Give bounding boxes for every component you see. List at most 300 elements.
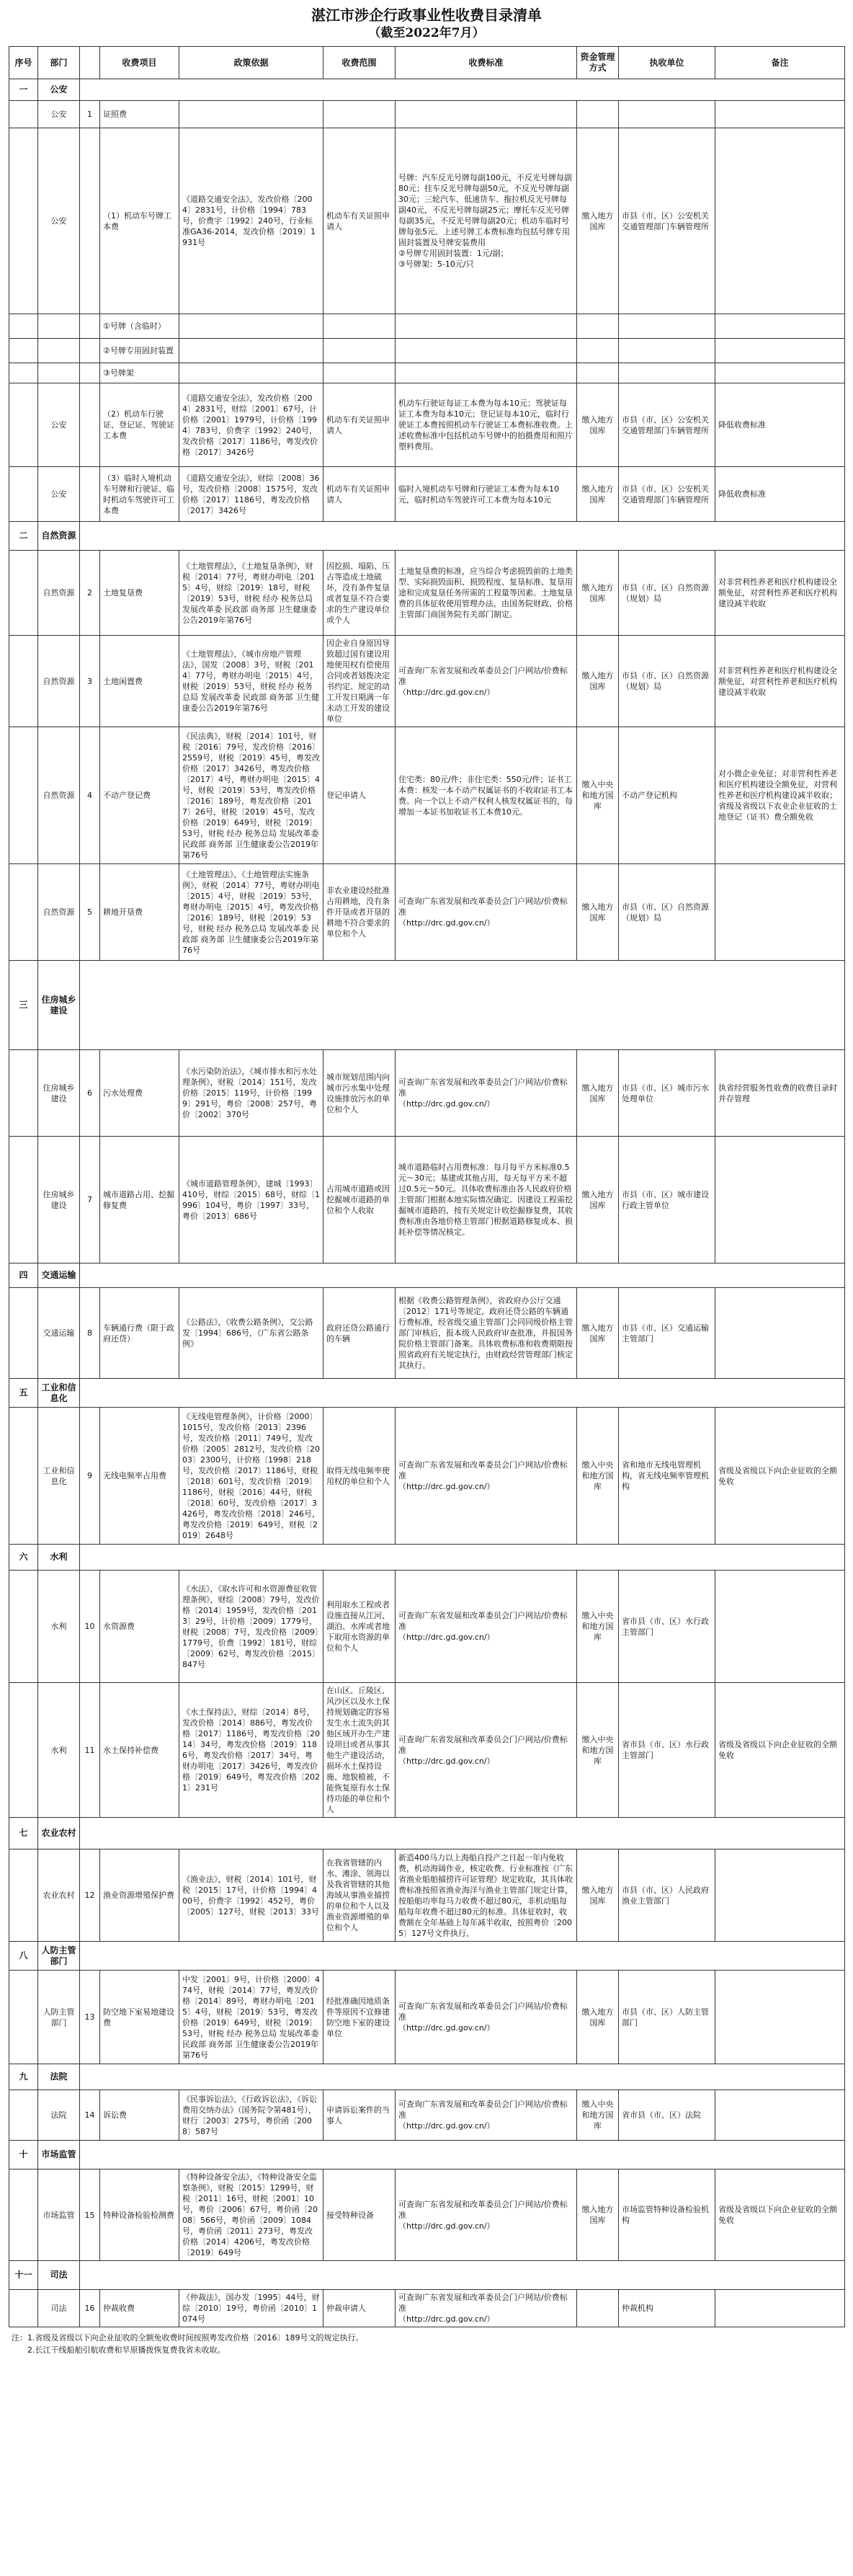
row-collecting-unit: 市县（市、区）公安机关交通管理部门车辆管理所	[619, 383, 715, 467]
row-policy-basis	[179, 314, 323, 339]
row-department	[38, 314, 80, 339]
row-fee-item: 土地复垦费	[100, 551, 179, 636]
category-number: 九	[9, 2064, 38, 2090]
table-row	[9, 2090, 845, 2141]
header-num	[80, 47, 100, 79]
row-fee-item: ①号牌（含临时）	[100, 314, 179, 339]
row-department: 公安	[38, 128, 80, 314]
row-remark	[715, 1571, 845, 1683]
row-serial	[9, 101, 38, 128]
row-department	[38, 339, 80, 363]
category-number: 四	[9, 1263, 38, 1288]
row-department: 公安	[38, 383, 80, 467]
row-remark	[715, 864, 845, 961]
table-row	[9, 551, 845, 636]
row-item-number	[80, 363, 100, 383]
row-item-number: 4	[80, 727, 100, 864]
row-serial	[9, 1288, 38, 1379]
row-fund-management	[577, 363, 619, 383]
row-serial	[9, 727, 38, 864]
row-standard: 新造400马力以上海船自投产之日起一年内免收费，机动海阔作业，核定收费。行业标准按《广东省渔业船舶捕捞许可证管理》规定收取，其具体收费标准按照省渔业海洋与渔业主管部门规定计算，按船舶功率每马力收费不超过80元，非机动船每船每年收费不超过80元的标准。具体征收时，收费额在全年基础上每年减半收取，按照粤价〔2005〕127号文件执行。	[396, 1849, 577, 1942]
row-department: 住房城乡建设	[38, 1050, 80, 1137]
row-fee-item: 诉讼费	[100, 2090, 179, 2141]
row-item-number: 3	[80, 636, 100, 727]
row-remark: 省级及省级以下向企业征收的全额免收	[715, 2169, 845, 2261]
row-serial	[9, 1571, 38, 1683]
row-fund-management: 缴入地方国库	[577, 467, 619, 522]
row-fund-management: 缴入地方国库	[577, 128, 619, 314]
row-fee-item: 特种设备检验检测费	[100, 2169, 179, 2261]
row-remark	[715, 1971, 845, 2064]
row-policy-basis: 《水法》，《取水许可和水资源费征收管理条例》，财综〔2008〕79号，发改价格〔2014〕1959号，发改价格〔2013〕29号，计价格〔2009〕1779号，财税〔2008〕7号，发改价格〔2009〕1779号，价费〔1992〕181号，财综〔2009〕62号，粤发改价格〔2015〕847号	[179, 1571, 323, 1683]
category-row	[9, 522, 845, 551]
category-row	[9, 1818, 845, 1849]
row-policy-basis: 《土地管理法》，《土地复垦条例》，财税〔2014〕77号，粤财办明电〔2015〕4号，财综〔2019〕18号，财税〔2019〕53号，财税 经办 税务总局 发展改革委 民政部 商务部 卫生健康委公告2019年第76号	[179, 551, 323, 636]
table-body	[9, 79, 845, 2327]
row-item-number: 15	[80, 2169, 100, 2261]
row-item-number: 14	[80, 2090, 100, 2141]
header-scope: 收费范围	[323, 47, 396, 79]
row-policy-basis: 《特种设备安全法》，《特种设备安全监察条例》，财税〔2015〕1299号，财税〔2011〕16号，财税〔2001〕10号，粤价〔2006〕67号，粤价函〔2008〕566号，粤价函〔2009〕1084号，粤价函〔2011〕273号，粤发改价格〔2014〕4206号，粤发改价格〔2019〕649号	[179, 2169, 323, 2261]
row-remark	[715, 314, 845, 339]
table-row	[9, 1137, 845, 1263]
row-collecting-unit	[619, 314, 715, 339]
table-row	[9, 1971, 845, 2064]
row-collecting-unit: 省市县（市、区）水行政主管部门	[619, 1571, 715, 1683]
category-department: 水利	[38, 1545, 80, 1571]
row-remark	[715, 128, 845, 314]
row-department: 交通运输	[38, 1288, 80, 1379]
row-department: 农业农村	[38, 1849, 80, 1942]
row-fund-management: 缴入地方国库	[577, 383, 619, 467]
row-fee-item: 证照费	[100, 101, 179, 128]
row-policy-basis	[179, 363, 323, 383]
note-1: 注：1.省级及省级以下向企业征收的全额免收费时间按照粤发改价格〔2016〕189号文的规定执行。	[12, 2333, 364, 2342]
row-collecting-unit: 仲裁机构	[619, 2290, 715, 2327]
category-number: 七	[9, 1818, 38, 1849]
row-item-number: 6	[80, 1050, 100, 1137]
category-row	[9, 79, 845, 101]
row-standard: 可查询广东省发展和改革委员会门户网站/价费标准 （http://drc.gd.gov.cn/）	[396, 1683, 577, 1818]
category-department: 市场监管	[38, 2141, 80, 2169]
row-fund-management: 缴入中央和地方国库	[577, 1571, 619, 1683]
table-row	[9, 1408, 845, 1545]
row-fee-item: 无线电频率占用费	[100, 1408, 179, 1545]
row-standard: 可查询广东省发展和改革委员会门户网站/价费标准 （http://drc.gd.gov.cn/）	[396, 2090, 577, 2141]
row-department: 市场监管	[38, 2169, 80, 2261]
row-remark: 降低收费标准	[715, 467, 845, 522]
row-policy-basis: 《民事诉讼法》，《行政诉讼法》，《诉讼费用交纳办法》（国务院令第481号），财行〔2003〕275号，粤价函〔2008〕587号	[179, 2090, 323, 2141]
table-row	[9, 864, 845, 961]
table-row	[9, 1571, 845, 1683]
row-serial	[9, 363, 38, 383]
category-row	[9, 2261, 845, 2290]
row-collecting-unit: 市县（市、区）人民政府渔业主管部门	[619, 1849, 715, 1942]
table-row	[9, 101, 845, 128]
row-remark	[715, 2090, 845, 2141]
row-standard: 可查询广东省发展和改革委员会门户网站/价费标准 （http://drc.gd.gov.cn/）	[396, 1571, 577, 1683]
row-fund-management: 缴入中央和地方国库	[577, 2090, 619, 2141]
row-collecting-unit: 市场监管特种设备检验机构	[619, 2169, 715, 2261]
table-row	[9, 363, 845, 383]
row-fund-management: 缴入地方国库	[577, 1050, 619, 1137]
row-collecting-unit	[619, 101, 715, 128]
row-standard: 可查询广东省发展和改革委员会门户网站/价费标准 （http://drc.gd.gov.cn/）	[396, 1050, 577, 1137]
row-collecting-unit	[619, 339, 715, 363]
category-row	[9, 1379, 845, 1408]
row-standard: 可查询广东省发展和改革委员会门户网站/价费标准 （http://drc.gd.gov.cn/）	[396, 1971, 577, 2064]
table-row	[9, 2169, 845, 2261]
row-scope: 机动车有关证照申请人	[323, 383, 396, 467]
table-row	[9, 383, 845, 467]
row-scope: 取得无线电频率使用权的单位和个人	[323, 1408, 396, 1545]
table-row	[9, 727, 845, 864]
category-number: 八	[9, 1942, 38, 1971]
row-serial	[9, 128, 38, 314]
row-serial	[9, 2290, 38, 2327]
row-fund-management: 缴入地方国库	[577, 1971, 619, 2064]
row-scope: 接受特种设备	[323, 2169, 396, 2261]
row-remark: 对非营利性养老和医疗机构建设全额免征，对营利性养老和医疗机构建设减半收取	[715, 551, 845, 636]
row-standard	[396, 339, 577, 363]
row-item-number: 1	[80, 101, 100, 128]
table-header-row	[9, 47, 845, 79]
category-number: 十一	[9, 2261, 38, 2290]
category-spacer	[80, 522, 845, 551]
row-serial	[9, 1849, 38, 1942]
row-department: 水利	[38, 1571, 80, 1683]
row-scope	[323, 339, 396, 363]
row-fee-item: ③号牌架	[100, 363, 179, 383]
row-department: 公安	[38, 101, 80, 128]
category-row	[9, 2141, 845, 2169]
category-department: 工业和信息化	[38, 1379, 80, 1408]
row-collecting-unit	[619, 363, 715, 383]
row-department: 法院	[38, 2090, 80, 2141]
row-policy-basis: 《土地管理法》，《城市房地产管理法》，国发〔2008〕3号，财税〔2014〕77号，粤财办明电〔2015〕4号，财税〔2019〕53号，财税 经办 税务总局 发展改革委 民政部 商务部 卫生健康委公告2019年第76号	[179, 636, 323, 727]
table-row	[9, 1849, 845, 1942]
row-scope	[323, 101, 396, 128]
row-standard: 可查询广东省发展和改革委员会门户网站/价费标准 （http://drc.gd.gov.cn/）	[396, 636, 577, 727]
header-unit: 执收单位	[619, 47, 715, 79]
header-standard: 收费标准	[396, 47, 577, 79]
category-spacer	[80, 1818, 845, 1849]
row-fund-management	[577, 2290, 619, 2327]
header-remark: 备注	[715, 47, 845, 79]
row-scope: 政府还贷公路通行的车辆	[323, 1288, 396, 1379]
table-row	[9, 128, 845, 314]
row-remark	[715, 1288, 845, 1379]
row-fee-item: （1）机动车号牌工本费	[100, 128, 179, 314]
document-subtitle: （截至2022年7月）	[368, 26, 485, 40]
table-row	[9, 1288, 845, 1379]
row-scope: 城市规划范围内向城市污水集中处理设施排放污水的单位和个人	[323, 1050, 396, 1137]
row-item-number: 9	[80, 1408, 100, 1545]
category-department: 法院	[38, 2064, 80, 2090]
row-fee-item: ②号牌专用固封装置	[100, 339, 179, 363]
row-standard: 机动车行驶证每证工本费为每本10元；驾驶证每证工本费为每本10元；登记证每本10元，临时行驶证工本费按照机动车行驶证工本费标准收费。上述收费标准中包括机动车号牌中的拍摄费用和照片塑料费用。	[396, 383, 577, 467]
row-department: 司法	[38, 2290, 80, 2327]
row-serial	[9, 339, 38, 363]
row-scope: 登记申请人	[323, 727, 396, 864]
row-policy-basis: 《城市道路管理条例》，建城〔1993〕410号，财综〔2015〕68号，财综〔1996〕104号，粤价〔1997〕33号，粤价〔2013〕686号	[179, 1137, 323, 1263]
row-remark	[715, 101, 845, 128]
notes	[9, 2332, 844, 2356]
row-fund-management: 缴入地方国库	[577, 2169, 619, 2261]
category-department: 司法	[38, 2261, 80, 2290]
row-standard	[396, 363, 577, 383]
row-remark: 对非营利性养老和医疗机构建设全额免征，对营利性养老和医疗机构建设减半收取	[715, 636, 845, 727]
row-department: 自然资源	[38, 551, 80, 636]
category-spacer	[80, 79, 845, 101]
row-standard: 可查询广东省发展和改革委员会门户网站/价费标准 （http://drc.gd.gov.cn/）	[396, 2290, 577, 2327]
row-item-number	[80, 467, 100, 522]
row-collecting-unit: 市县（市、区）自然资源（规划）局	[619, 864, 715, 961]
row-collecting-unit: 市县（市、区）自然资源（规划）局	[619, 636, 715, 727]
row-remark	[715, 2290, 845, 2327]
row-standard: 可查询广东省发展和改革委员会门户网站/价费标准 （http://drc.gd.gov.cn/）	[396, 1408, 577, 1545]
row-item-number: 12	[80, 1849, 100, 1942]
row-fund-management	[577, 314, 619, 339]
category-spacer	[80, 1379, 845, 1408]
header-fund: 资金管理方式	[577, 47, 619, 79]
row-collecting-unit: 省市县（市、区）法院	[619, 2090, 715, 2141]
row-scope: 因挖损、塌陷、压占等造成土地破坏，没有条件复垦或者复垦不符合要求的生产建设单位或个人	[323, 551, 396, 636]
category-number: 一	[9, 79, 38, 101]
row-scope: 申请诉讼案件的当事人	[323, 2090, 396, 2141]
row-department: 自然资源	[38, 636, 80, 727]
row-serial	[9, 2090, 38, 2141]
row-fund-management: 缴入地方国库	[577, 1288, 619, 1379]
row-policy-basis	[179, 339, 323, 363]
row-policy-basis: 《道路交通安全法》，发改价格〔2004〕2831号，财综〔2001〕67号，计价格〔2001〕1979号，计价格〔1994〕783号，价费字〔1992〕240号，发改价格〔2017〕1186号，粤发改价格〔2017〕3426号	[179, 383, 323, 467]
row-department: 住房城乡建设	[38, 1137, 80, 1263]
row-fund-management: 缴入地方国库	[577, 864, 619, 961]
row-policy-basis: 《土地管理法》，《土地管理法实施条例》，财税〔2014〕77号，粤财办明电〔2015〕4号，财税〔2019〕53号，粤财办明电〔2015〕4号，粤发改价格〔2016〕189号，财税〔2019〕53号，财税 经办 税务总局 发展改革委 民政部 商务部 卫生健康委公告2019年第76号	[179, 864, 323, 961]
row-serial	[9, 467, 38, 522]
row-item-number	[80, 314, 100, 339]
header-no: 序号	[9, 47, 38, 79]
row-serial	[9, 1971, 38, 2064]
category-department: 自然资源	[38, 522, 80, 551]
row-collecting-unit: 省和地市无线电管理机构，省无线电频率管理机构	[619, 1408, 715, 1545]
row-fee-item: （2）机动车行驶证、登记证、驾驶证工本费	[100, 383, 179, 467]
row-fee-item: 耕地开垦费	[100, 864, 179, 961]
fee-table	[9, 46, 845, 2327]
row-remark	[715, 1849, 845, 1942]
category-number: 十	[9, 2141, 38, 2169]
row-remark	[715, 339, 845, 363]
row-fund-management: 缴入中央和地方国库	[577, 1408, 619, 1545]
row-department: 自然资源	[38, 864, 80, 961]
table-row	[9, 1683, 845, 1818]
row-serial	[9, 636, 38, 727]
row-serial	[9, 1137, 38, 1263]
row-remark: 省级及省级以下向企业征收的全额免收	[715, 1408, 845, 1545]
category-number: 六	[9, 1545, 38, 1571]
row-fee-item: 污水处理费	[100, 1050, 179, 1137]
row-policy-basis: 《水污染防治法》，《城市排水和污水处理条例》，财税〔2014〕151号，发改价格〔2015〕119号，计价格〔1999〕291号，粤价〔2008〕257号，粤价〔2002〕370号	[179, 1050, 323, 1137]
table-row	[9, 2290, 845, 2327]
category-spacer	[80, 2064, 845, 2090]
category-spacer	[80, 1545, 845, 1571]
category-spacer	[80, 961, 845, 1050]
row-scope	[323, 363, 396, 383]
row-standard: 住宅类：80元/件；非住宅类：550元/件；证书工本费：核发一本不动产权属证书的不收取证书工本费。向一个以上不动产权利人核发权属证书的，每增加一本证书加收证书工本费10元。	[396, 727, 577, 864]
row-policy-basis: 中发〔2001〕9号，计价格〔2000〕474号，财税〔2014〕77号，粤发改价格〔2014〕89号，粤财办明电〔2015〕4号，财税〔2019〕53号，粤发改价格〔2019〕649号，财税〔2019〕53号，财税 经办 税务总局 发展改革委 民政部 商务部 卫生健康委公告2019年第76号	[179, 1971, 323, 2064]
table-row	[9, 1050, 845, 1137]
row-serial	[9, 1050, 38, 1137]
row-remark	[715, 1137, 845, 1263]
row-fund-management: 缴入地方国库	[577, 551, 619, 636]
category-spacer	[80, 2261, 845, 2290]
row-collecting-unit: 市县（市、区）交通运输主管部门	[619, 1288, 715, 1379]
row-item-number: 16	[80, 2290, 100, 2327]
category-row	[9, 1545, 845, 1571]
table-row	[9, 636, 845, 727]
row-remark: 对小微企业免征；对非营利性养老和医疗机构建设全额免征，对营利性养老和医疗机构建设减半收取；省级及省级以下农业企业征收的土地登记（证书）费全额免收	[715, 727, 845, 864]
row-fee-item: 车辆通行费（限于政府还贷）	[100, 1288, 179, 1379]
row-department: 自然资源	[38, 727, 80, 864]
row-serial	[9, 864, 38, 961]
row-item-number: 8	[80, 1288, 100, 1379]
row-item-number	[80, 339, 100, 363]
row-department: 人防主管部门	[38, 1971, 80, 2064]
row-collecting-unit: 不动产登记机构	[619, 727, 715, 864]
row-collecting-unit: 省市县（市、区）水行政主管部门	[619, 1683, 715, 1818]
row-fee-item: 土地闲置费	[100, 636, 179, 727]
row-fund-management: 缴入地方国库	[577, 1849, 619, 1942]
row-fee-item: 不动产登记费	[100, 727, 179, 864]
row-policy-basis: 《无线电管理条例》，计价格〔2000〕1015号，发改价格〔2013〕2396号，发改价格〔2011〕749号，发改价格〔2005〕2812号，发改价格〔2003〕2300号，计价格〔1998〕218号，发改价格〔2017〕1186号，财税〔2018〕601号，发改价格〔2019〕1186号，财税〔2016〕44号，财税〔2018〕60号，发改价格〔2017〕3426号，粤发改价格〔2018〕246号，粤发改价格〔2019〕649号，财税〔2019〕2648号	[179, 1408, 323, 1545]
table-row	[9, 467, 845, 522]
row-policy-basis	[179, 101, 323, 128]
row-fund-management: 缴入地方国库	[577, 636, 619, 727]
category-spacer	[80, 2141, 845, 2169]
row-scope: 仲裁申请人	[323, 2290, 396, 2327]
row-item-number	[80, 383, 100, 467]
row-serial	[9, 1408, 38, 1545]
row-remark: 执省经营服务性收费的收费目录时并存管理	[715, 1050, 845, 1137]
row-serial	[9, 551, 38, 636]
row-fund-management: 缴入地方国库	[577, 1137, 619, 1263]
row-standard: 土地复垦费的标准，应当综合考虑损毁前的土地类型、实际损毁面积、损毁程度、复垦标准、复垦用途和完成复垦任务所需的工程量等因素。土地复垦费的具体征收使用管理办法，由国务院财政、价格主管部门商国务院有关部门制定。	[396, 551, 577, 636]
row-policy-basis: 《仲裁法》，国办发〔1995〕44号，财综〔2010〕19号，粤价函〔2010〕1074号	[179, 2290, 323, 2327]
header-policy: 政策依据	[179, 47, 323, 79]
row-fee-item: 城市道路占用、挖掘修复费	[100, 1137, 179, 1263]
table-row	[9, 339, 845, 363]
row-standard	[396, 101, 577, 128]
row-serial	[9, 383, 38, 467]
category-row	[9, 2064, 845, 2090]
note-2: 2.长江干线船舶引航收费和旱原播拨恢复费我省未收取。	[12, 2345, 225, 2355]
row-scope: 因企业自身原因导致超过国有建设用地使用权有偿使用合同或者划拨决定书约定、规定的动工开发日期满一年未动工开发的建设单位	[323, 636, 396, 727]
row-department	[38, 363, 80, 383]
row-scope: 机动车有关证照申请人	[323, 128, 396, 314]
row-standard: 号牌：汽车反光号牌每副100元，不反光号牌每副80元；挂车反光号牌每副50元，不反光号牌每副30元；三轮汽车、低速货车、拖拉机反光号牌每副40元，不反光号牌每副25元；摩托车反光号牌每副35元，不反光号牌每副20元；机动车临时号牌每张5元。上述号牌工本费标准均包括号牌专用固封装置及号牌安装费用 ②号牌专用固封装置：1元/副； ③号牌架：5-10元/只	[396, 128, 577, 314]
table-row	[9, 314, 845, 339]
row-fund-management	[577, 339, 619, 363]
category-number: 五	[9, 1379, 38, 1408]
row-scope: 利用取水工程或者设施直接从江河、湖泊、水库或者地下取用水资源的单位和个人	[323, 1571, 396, 1683]
row-item-number: 13	[80, 1971, 100, 2064]
row-standard: 临时入境机动车号牌和行驶证工本费为每本10元，临时机动车驾驶许可工本费为每本10元	[396, 467, 577, 522]
row-department: 公安	[38, 467, 80, 522]
category-number: 三	[9, 961, 38, 1050]
category-department: 住房城乡建设	[38, 961, 80, 1050]
row-scope: 经批准确因地质条件等原因不宜修建防空地下室的建设单位	[323, 1971, 396, 2064]
row-fee-item: 仲裁收费	[100, 2290, 179, 2327]
row-fund-management: 缴入中央和地方国库	[577, 727, 619, 864]
row-standard: 可查询广东省发展和改革委员会门户网站/价费标准 （http://drc.gd.gov.cn/）	[396, 2169, 577, 2261]
row-serial	[9, 314, 38, 339]
category-spacer	[80, 1942, 845, 1971]
row-policy-basis: 《公路法》，《收费公路条例》，交公路发〔1994〕686号，《广东省公路条例》	[179, 1288, 323, 1379]
row-policy-basis: 《道路交通安全法》，财综〔2008〕36号，发改价格〔2008〕1575号，发改价格〔2017〕1186号，粤发改价格〔2017〕3426号	[179, 467, 323, 522]
row-serial	[9, 1683, 38, 1818]
row-policy-basis: 《渔业法》，财税〔2014〕101号，财税〔2015〕17号，计价格〔1994〕400号，价费字〔1992〕452号，粤价〔2005〕127号，财税〔2013〕33号	[179, 1849, 323, 1942]
row-collecting-unit: 市县（市、区）城市污水处理单位	[619, 1050, 715, 1137]
document-title: 湛江市涉企行政事业性收费目录清单	[311, 6, 542, 24]
row-remark: 降低收费标准	[715, 383, 845, 467]
row-fee-item: 防空地下室易地建设费	[100, 1971, 179, 2064]
row-item-number	[80, 128, 100, 314]
row-fee-item: 渔业资源增殖保护费	[100, 1849, 179, 1942]
category-spacer	[80, 1263, 845, 1288]
row-item-number: 5	[80, 864, 100, 961]
row-collecting-unit: 市县（市、区）公安机关交通管理部门车辆管理所	[619, 128, 715, 314]
row-item-number: 2	[80, 551, 100, 636]
category-department: 人防主管部门	[38, 1942, 80, 1971]
category-department: 农业农村	[38, 1818, 80, 1849]
category-department: 公安	[38, 79, 80, 101]
row-item-number: 7	[80, 1137, 100, 1263]
category-number: 二	[9, 522, 38, 551]
header-item: 收费项目	[100, 47, 179, 79]
category-row	[9, 1942, 845, 1971]
category-row	[9, 961, 845, 1050]
row-department: 工业和信息化	[38, 1408, 80, 1545]
row-fund-management	[577, 101, 619, 128]
row-department: 水利	[38, 1683, 80, 1818]
row-scope: 在山区、丘陵区、风沙区以及水土保持规划确定的容易发生水土流失的其他区域开办生产建设项目或者从事其他生产建设活动，损坏水土保持设施、地貌植被，不能恢复原有水土保持功能的单位和个人	[323, 1683, 396, 1818]
row-remark: 省级及省级以下向企业征收的全额免收	[715, 1683, 845, 1818]
row-fund-management: 缴入中央和地方国库	[577, 1683, 619, 1818]
row-fee-item: 水土保持补偿费	[100, 1683, 179, 1818]
row-scope: 占用城市道路或因挖掘城市道路的单位和个人收取	[323, 1137, 396, 1263]
row-policy-basis: 《民法典》，财税〔2014〕101号，财税〔2016〕79号，发改价格〔2016〕2559号，财税〔2019〕45号，粤发改价格〔2017〕3426号，粤发改价格〔2017〕4号，粤财办明电〔2015〕4号，财税〔2019〕53号，粤发改价格〔2016〕189号，粤发改价格〔2017〕26号，财税〔2019〕45号，发改价格〔2019〕649号，财税〔2019〕53号，财税 经办 税务总局 发展改革委 民政部 商务部 卫生健康委公告2019年第76号	[179, 727, 323, 864]
row-scope: 在我省管辖的内水、滩涂、领海以及我省管辖的其他海域从事渔业捕捞的单位和个人以及渔业资源增殖的单位和个人	[323, 1849, 396, 1942]
row-item-number: 10	[80, 1571, 100, 1683]
header-dept: 部门	[38, 47, 80, 79]
row-policy-basis: 《道路交通安全法》，发改价格〔2004〕2831号，计价格〔1994〕783号，价费字〔1992〕240号，行业标准GA36-2014，发改价格〔2019〕1931号	[179, 128, 323, 314]
row-item-number: 11	[80, 1683, 100, 1818]
row-standard: 可查询广东省发展和改革委员会门户网站/价费标准 （http://drc.gd.gov.cn/）	[396, 864, 577, 961]
category-department: 交通运输	[38, 1263, 80, 1288]
row-fee-item: （3）临时入境机动车号牌和行驶证、临时机动车驾驶许可工本费	[100, 467, 179, 522]
row-collecting-unit: 市县（市、区）自然资源（规划）局	[619, 551, 715, 636]
row-collecting-unit: 市县（市、区）人防主管部门	[619, 1971, 715, 2064]
row-standard	[396, 314, 577, 339]
row-scope: 非农业建设经批准占用耕地，没有条件开垦或者开垦的耕地不符合要求的单位和个人	[323, 864, 396, 961]
row-fee-item: 水资源费	[100, 1571, 179, 1683]
row-remark	[715, 363, 845, 383]
row-policy-basis: 《水土保持法》，财综〔2014〕8号，发改价格〔2014〕886号，粤发改价格〔2017〕1186号，粤发改价格〔2014〕34号，粤发改价格〔2019〕1186号，粤发改价格〔2017〕34号，粤财办明电〔2017〕3426号，粤发改价格〔2019〕649号，粤发改价格〔2021〕231号	[179, 1683, 323, 1818]
row-collecting-unit: 市县（市、区）公安机关交通管理部门车辆管理所	[619, 467, 715, 522]
category-row	[9, 1263, 845, 1288]
row-serial	[9, 2169, 38, 2261]
row-scope	[323, 314, 396, 339]
